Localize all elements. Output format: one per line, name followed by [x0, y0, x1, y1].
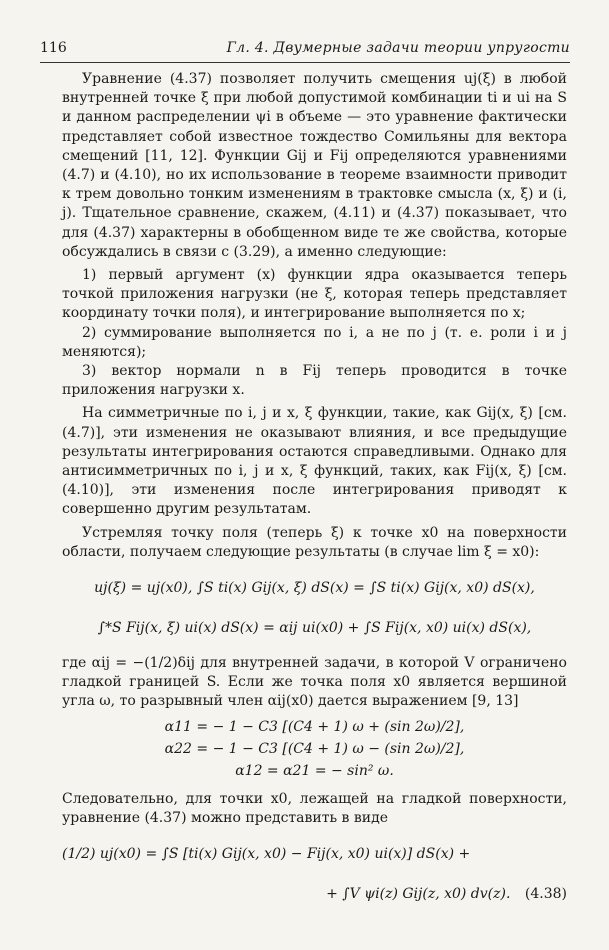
- equation-4-38-line-2: [62, 874, 567, 914]
- page-body: [62, 70, 567, 914]
- paragraph-smooth-surface: Следовательно, для точки x0, лежащей на гладкой поверхности, уравнение (4.37) можно представить в виде: [62, 790, 567, 826]
- page-number: 116: [40, 40, 67, 56]
- running-title: Гл. 4. Двумерные задачи теории упругости: [226, 40, 570, 56]
- equation-number: (4.38): [524, 886, 567, 903]
- equation-alpha-11: α11 = − 1 − C3 [(C4 + 1) ω + (sin 2ω)/2],: [164, 718, 465, 735]
- equation-limit-displacement: uj(ξ) = uj(x0), ∫S ti(x) Gij(x, ξ) dS(x) = ∫S ti(x) Gij(x, x0) dS(x),: [94, 580, 535, 597]
- list-item-3: 3) вектор нормали n в Fij теперь проводится в точке приложения нагрузки x.: [62, 363, 567, 399]
- list-item-1: 1) первый аргумент (x) функции ядра оказывается теперь точкой приложения нагрузки (не ξ, которая теперь представляет координату точки поля), и интегрирование выполняется по x;: [62, 267, 567, 322]
- equation-alpha-12: α12 = α21 = − sin² ω.: [235, 762, 394, 779]
- equation-4-38-volume-term: + ∫V ψi(z) Gij(z, x0) dv(z).: [326, 886, 511, 903]
- equation-limit-traction: ∫*S Fij(x, ξ) ui(x) dS(x) = αij ui(x0) + ∫S Fij(x, x0) ui(x) dS(x),: [97, 620, 532, 637]
- paragraph-alpha-definition: где αij = −(1/2)δij для внутренней задачи, в которой V ограничено гладкой границей S. Если же точка поля x0 является вершиной угла ω, то разрывный член αij(x0) дается выражением [9, 13]: [62, 655, 567, 710]
- list-item-2: 2) суммирование выполняется по i, а не по j (т. е. роли i и j меняются);: [62, 324, 567, 360]
- equation-4-38-line-1: (1/2) uj(x0) = ∫S [ti(x) Gij(x, x0) − Fij(x, x0) ui(x)] dS(x) +: [62, 846, 471, 863]
- equation-alpha-22: α22 = − 1 − C3 [(C4 + 1) ω − (sin 2ω)/2],: [164, 740, 465, 757]
- page-header: [40, 40, 570, 63]
- paragraph-limit: Устремляя точку поля (теперь ξ) к точке x0 на поверхности области, получаем следующие результаты (в случае lim ξ = x0):: [62, 524, 567, 560]
- paragraph-symmetry: На симметричные по i, j и x, ξ функции, такие, как Gij(x, ξ) [см. (4.7)], эти изменения не оказывают влияния, и все предыдущие результаты интегрирования остаются справедливыми. Однако для антисимметричных по i, j и x, ξ функций, таких, как Fij(x, ξ) [см. (4.10)], эти изменения после интегрирования приводят к совершенно другим результатам.: [62, 405, 567, 518]
- paragraph-intro: Уравнение (4.37) позволяет получить смещения uj(ξ) в любой внутренней точке ξ при любой допустимой комбинации ti и ui на S и данном распределении ψi в объеме — это уравнение фактически представляет собой известное тождество Сомильяны для вектора смещений [11, 12]. Функции Gij и Fij определяются уравнениями (4.7) и (4.10), но их использование в теореме взаимности приводит к трем довольно тонким изменениям в трактовке смысла (x, ξ) и (i, j). Тщательное сравнение, скажем, (4.11) и (4.37) показывает, что для (4.37) характерны в обобщенном виде те же свойства, которые обсуждались в связи с (3.29), а именно следующие:: [62, 71, 567, 260]
